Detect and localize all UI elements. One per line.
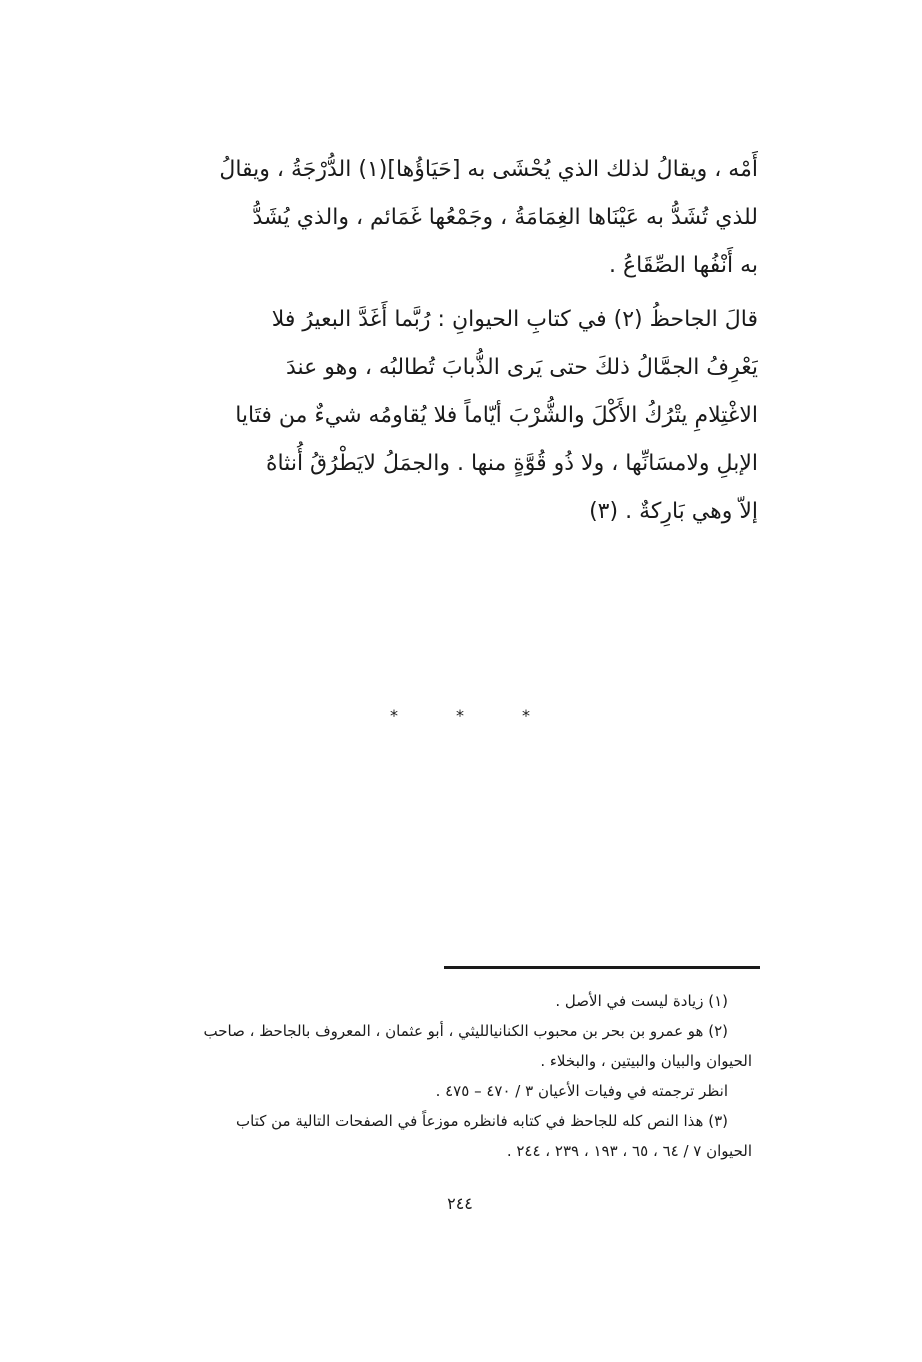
footnote-2-line: (٢) هو عمرو بن بحر بن محبوب الكنانيالليثي ، أبو عثمان ، المعروف بالجاحظ ، صاحب [203, 1022, 728, 1040]
body-paragraph-1 [128, 146, 758, 290]
asterisk-mark: * [390, 706, 398, 725]
asterisk-mark: * [456, 706, 464, 725]
text-line: إلاّ وهي بَارِكةٌ . (٣) [589, 499, 758, 524]
text-line: قالَ الجاحظُ (٢) في كتابِ الحيوانِ : رُبَّما أَغَدَّ البعيرُ فلا [271, 307, 758, 332]
text-line: أَمْه ، ويقالُ لذلك الذي يُحْشَى به [حَيَاؤُها](١) الدُّرْجَةُ ، ويقالُ [219, 157, 758, 182]
text-line: الإبلِ ولامسَانِّها ، ولا ذُو قُوَّةٍ منها . والجمَلُ لايَطْرُقُ أُنثاهُ [265, 451, 758, 476]
footnote-1: (١) زيادة ليست في الأصل . [555, 992, 728, 1010]
text-line: الاغْتِلامِ يتْرُكُ الأَكْلَ والشُّرْبَ أيّاماً فلا يُقاومُه شيءٌ من فتَايا [235, 403, 758, 428]
footnote-divider [444, 966, 760, 969]
footnote-3-line: الحيوان ٧ / ٦٤ ، ٦٥ ، ١٩٣ ، ٢٣٩ ، ٢٤٤ . [506, 1142, 752, 1160]
text-line: للذي تُشَدُّ به عَيْنَاها الغِمَامَةُ ، وجَمْعُها غَمَائم ، والذي يُشَدُّ [252, 205, 758, 230]
text-line: يَعْرِفُ الجمَّالُ ذلكَ حتى يَرى الذُّبابَ تُطالبُه ، وهو عندَ [285, 355, 758, 380]
page-number: ٢٤٤ [447, 1194, 473, 1213]
footnote-2-line: انظر ترجمته في وفيات الأعيان ٣ / ٤٧٠ – ٤٧٥ . [435, 1082, 728, 1100]
footnote-2-line: الحيوان والبيان والبيتين ، والبخلاء . [540, 1052, 752, 1070]
asterisk-mark: * [522, 706, 530, 725]
footnote-3-line: (٣) هذا النص كله للجاحظ في كتابه فانظره موزعاً في الصفحات التالية من كتاب [236, 1112, 728, 1130]
footnotes [136, 986, 752, 1166]
body-paragraph-2 [128, 296, 758, 536]
text-line: به أَنْفُها الصِّقَاعُ . [609, 253, 758, 278]
section-separator [390, 706, 530, 725]
